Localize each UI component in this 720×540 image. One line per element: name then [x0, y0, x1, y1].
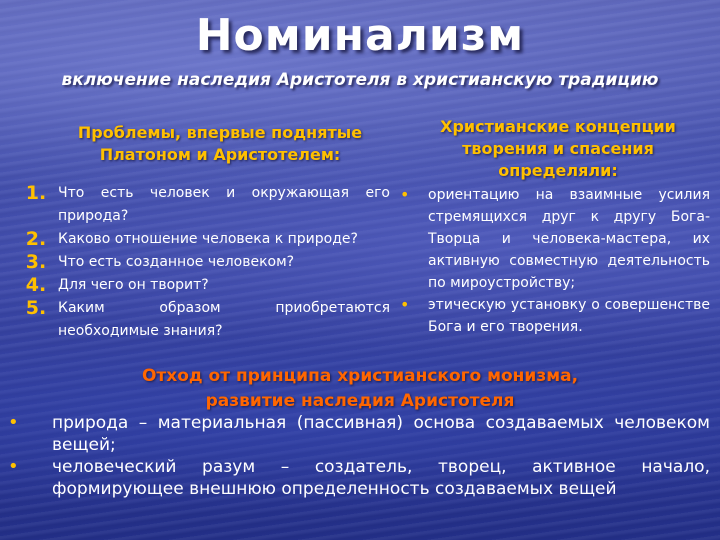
right-column-heading: [398, 116, 718, 182]
question-text: Что есть созданное человеком?: [58, 254, 295, 270]
question-number: 3.: [25, 251, 47, 273]
right-heading-line3: определяли:: [498, 161, 618, 180]
question-text: Каким образом приобретаются необходимые знания?: [58, 300, 390, 339]
concept-item: [398, 184, 710, 294]
question-text: Каково отношение человека к природе?: [58, 231, 358, 247]
slide-subtitle: включение наследия Аристотеля в христианскую традицию: [61, 70, 659, 90]
bottom-heading: [0, 364, 720, 414]
questions-list: [14, 182, 390, 343]
bullet-icon: •: [8, 412, 19, 433]
question-text: Для чего он творит?: [58, 277, 209, 293]
conclusion-text: человеческий разум – создатель, творец, активное начало, формирующее внешнюю определенность создаваемых вещей: [52, 457, 710, 499]
right-heading-line2: творения и спасения: [462, 139, 654, 158]
question-item: [14, 228, 390, 251]
question-number: 4.: [25, 274, 47, 296]
concept-item: [398, 294, 710, 338]
left-column-heading: [40, 122, 400, 166]
question-number: 5.: [25, 297, 47, 319]
bullet-icon: •: [8, 456, 19, 477]
concept-text: этическую установку о совершенстве Бога и его творения.: [428, 297, 710, 335]
bullet-icon: •: [400, 185, 410, 204]
question-item: [14, 182, 390, 228]
left-heading-line2: Платоном и Аристотелем:: [99, 145, 341, 164]
bullet-icon: •: [400, 295, 410, 314]
conclusion-item: [6, 456, 710, 500]
conclusion-text: природа – материальная (пассивная) основа создаваемых человеком вещей;: [52, 413, 710, 455]
bottom-heading-line1: Отход от принципа христианского монизма,: [141, 366, 579, 386]
question-item: [14, 297, 390, 343]
question-item: [14, 274, 390, 297]
question-text: Что есть человек и окружающая его природа?: [58, 185, 390, 224]
question-number: 1.: [25, 182, 47, 204]
question-item: [14, 251, 390, 274]
right-heading-line1: Христианские концепции: [440, 117, 676, 136]
conclusion-item: [6, 412, 710, 456]
conclusions-list: [6, 412, 710, 500]
bottom-heading-line2: развитие наследия Аристотеля: [205, 391, 515, 411]
left-heading-line1: Проблемы, впервые поднятые: [77, 123, 363, 142]
concepts-list: [398, 184, 710, 338]
question-number: 2.: [25, 228, 47, 250]
slide-title: Номинализм: [195, 10, 525, 61]
concept-text: ориентацию на взаимные усилия стремящихся друг к другу Бога-Творца и человека-мастера, их активную совместную деятельность по мироустройству;: [428, 187, 710, 291]
